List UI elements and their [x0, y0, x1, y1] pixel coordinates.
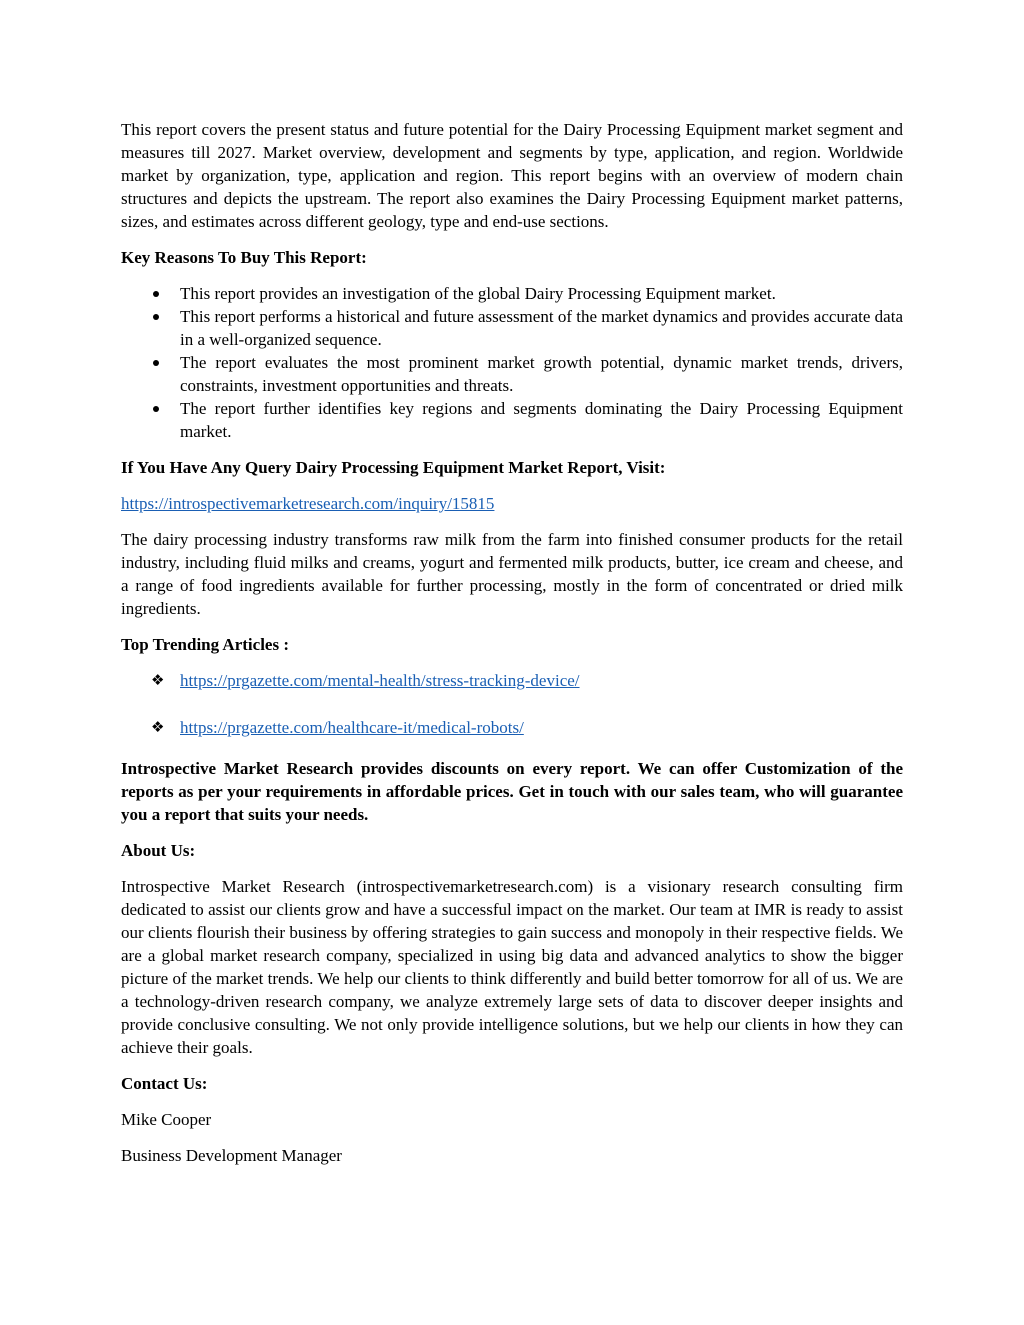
bullet-dot-icon: [153, 291, 159, 297]
discount-paragraph: Introspective Market Research provides discounts on every report. We can offer Customization of the reports as per your requirements in affordable prices. Get in touch with our sales team, who will guarantee you a report that suits your needs.: [121, 759, 903, 824]
diamond-bullet-icon: ❖: [151, 671, 165, 689]
list-item-text: The report evaluates the most prominent market growth potential, dynamic market trends, drivers, constraints, investment opportunities and threats.: [180, 353, 903, 395]
bullet-dot-icon: [153, 314, 159, 320]
inquiry-link-paragraph: [121, 492, 903, 515]
list-item: [121, 305, 903, 351]
list-item-text: The report further identifies key regions and segments dominating the Dairy Processing Equipment market.: [180, 399, 903, 441]
list-item: [121, 397, 903, 443]
about-heading: About Us:: [121, 841, 196, 860]
contact-heading: Contact Us:: [121, 1074, 208, 1093]
list-item-text: This report performs a historical and future assessment of the market dynamics and provides accurate data in a well-organized sequence.: [180, 307, 903, 349]
inquiry-link[interactable]: https://introspectivemarketresearch.com/inquiry/15815: [121, 494, 495, 513]
list-item: [121, 351, 903, 397]
diamond-bullet-icon: ❖: [151, 718, 165, 736]
bullet-dot-icon: [153, 406, 159, 412]
industry-paragraph: The dairy processing industry transforms raw milk from the farm into finished consumer products for the retail industry, including fluid milks and creams, yogurt and fermented milk products, butter, ice cream and cheese, and a range of food ingredients available for further processing, mostly in the form of concentrated or dried milk ingredients.: [121, 530, 903, 618]
key-reasons-heading: Key Reasons To Buy This Report:: [121, 248, 367, 267]
list-item: [121, 669, 903, 692]
trending-links-list: [121, 669, 903, 739]
trending-link-medical-robots[interactable]: https://prgazette.com/healthcare-it/medical-robots/: [180, 718, 524, 737]
trending-link-stress-tracking[interactable]: https://prgazette.com/mental-health/stress-tracking-device/: [180, 671, 580, 690]
list-item: [121, 282, 903, 305]
about-paragraph: Introspective Market Research (introspectivemarketresearch.com) is a visionary research consulting firm dedicated to assist our clients grow and have a successful impact on the market. Our team at IMR is ready to assist our clients flourish their business by offering strategies to gain success and monopoly in their respective fields. We are a global market research company, specialized in using big data and advanced analytics to show the bigger picture of the market trends. We help our clients to think differently and build better tomorrow for all of us. We are a technology-driven research company, we analyze extremely large sets of data to discover deeper insights and provide conclusive consulting. We not only provide intelligence solutions, but we help our clients in how they can achieve their goals.: [121, 877, 903, 1057]
trending-heading: Top Trending Articles :: [121, 635, 289, 654]
document-page: [121, 118, 903, 1180]
bullet-dot-icon: [153, 360, 159, 366]
key-reasons-list: [121, 282, 903, 443]
list-item-text: This report provides an investigation of the global Dairy Processing Equipment market.: [180, 284, 776, 303]
contact-name: Mike Cooper: [121, 1110, 212, 1129]
query-heading: If You Have Any Query Dairy Processing Equipment Market Report, Visit:: [121, 458, 666, 477]
contact-title: Business Development Manager: [121, 1146, 342, 1165]
intro-paragraph: This report covers the present status and future potential for the Dairy Processing Equipment market segment and measures till 2027. Market overview, development and segments by type, application, and region. Worldwide market by organization, type, application and region. This report begins with an overview of modern chain structures and depicts the upstream. The report also examines the Dairy Processing Equipment market patterns, sizes, and estimates across different geology, type and end-use sections.: [121, 120, 903, 231]
list-item: [121, 716, 903, 739]
